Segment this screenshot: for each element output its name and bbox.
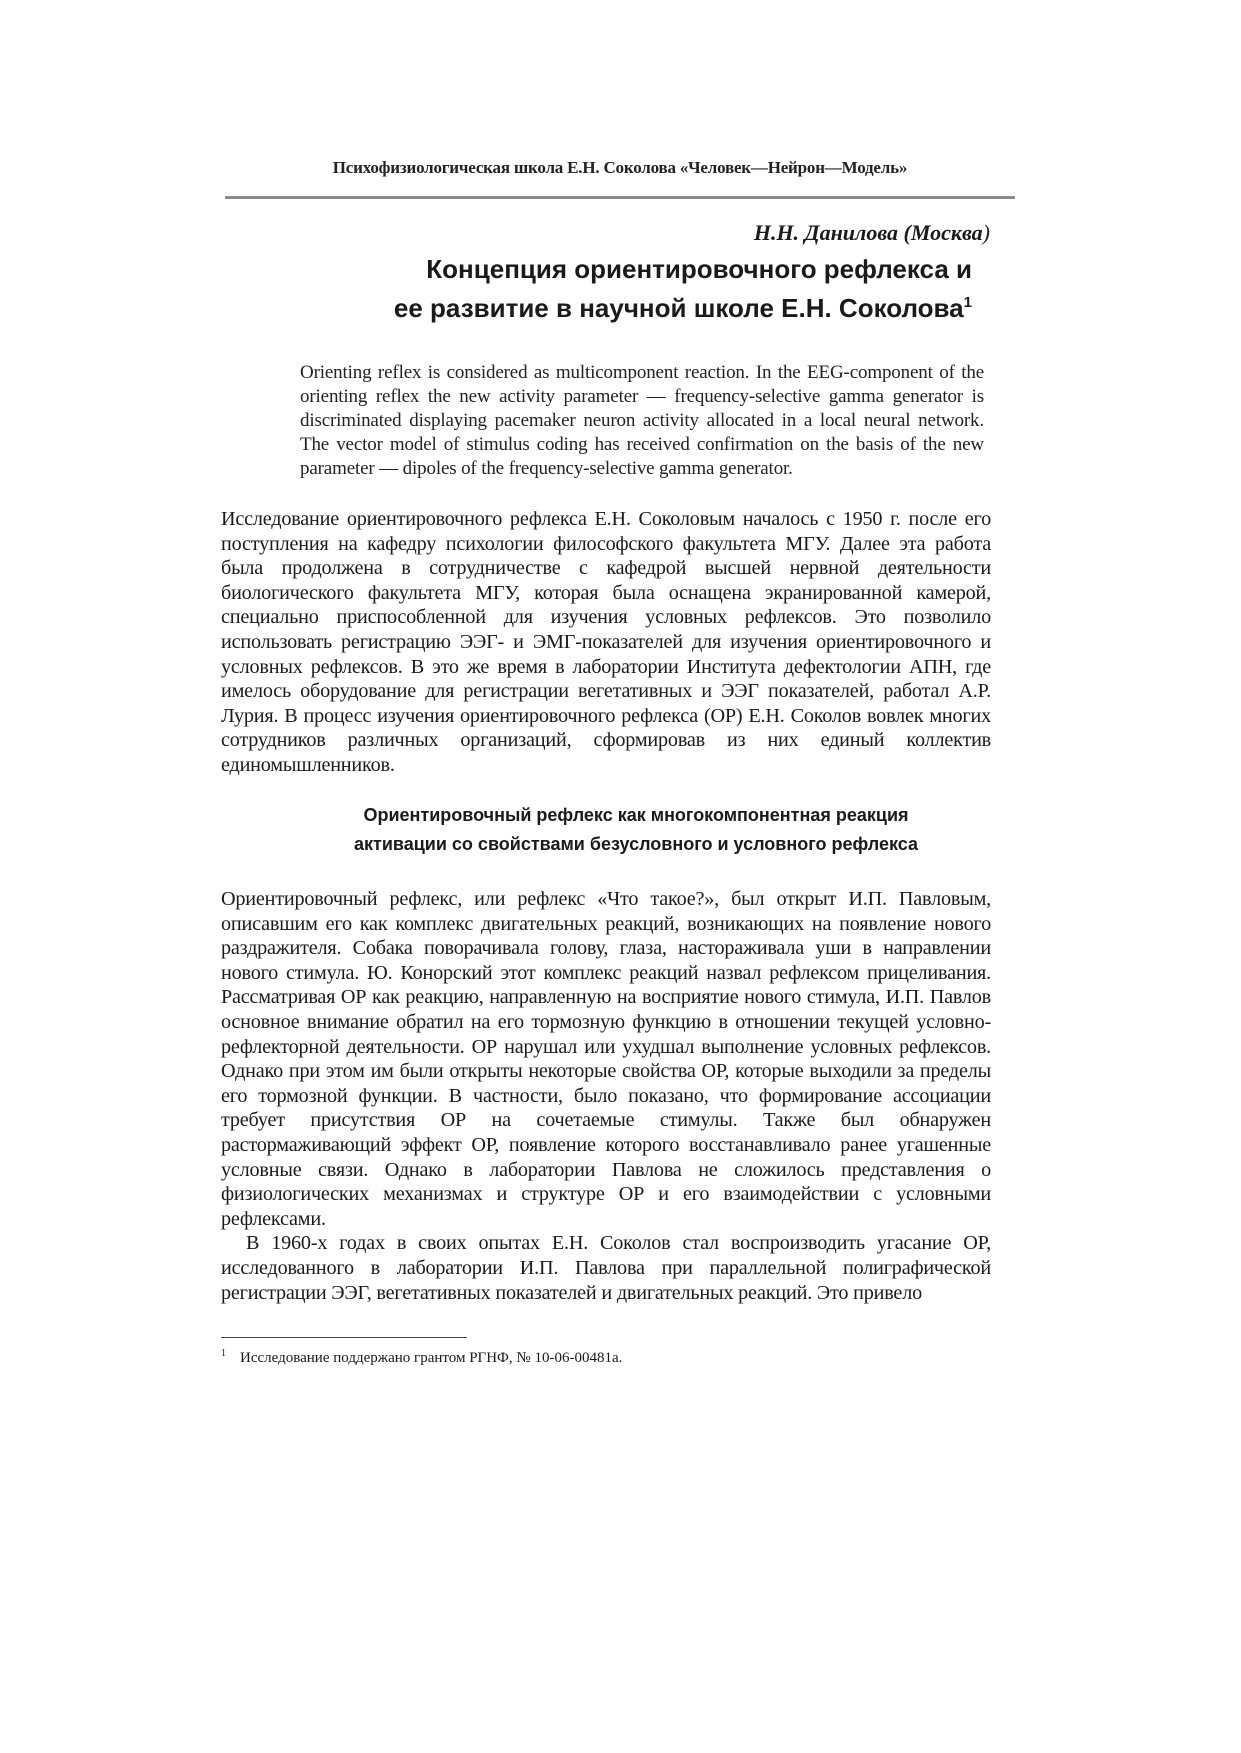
title-line-1: Концепция ориентировочного рефлекса и — [426, 254, 972, 284]
running-header: Психофизиологическая школа Е.Н. Соколова «Человек—Нейрон—Модель» — [332, 158, 908, 177]
section-heading — [300, 801, 972, 859]
title-line-2 — [300, 289, 972, 328]
header-rule — [225, 196, 1015, 199]
abstract: Orienting reflex is considered as multicomponent reaction. In the EEG-component of the orienting reflex the new activity parameter — frequency-selective gamma generator is discriminated displaying pacemaker neuron activity allocated in a local neural network. The vector model of stimulus coding has received confirmation on the basis of the new parameter — dipoles of the frequency-selective gamma generator. — [300, 362, 984, 479]
author-name: Н.Н. Данилова (Москва — [753, 220, 983, 245]
paragraph-1: Исследование ориентировочного рефлекса Е.Н. Соколовым началось с 1950 г. после его поступления на кафедру психологии философского факультета МГУ. Далее эта работа была продолжена в сотрудничестве с кафедрой высшей нервной деятельности биологического факультета МГУ, которая была оснащена экранированной камерой, специально приспособленной для изучения условных рефлексов. Это позволило использовать регистрацию ЭЭГ- и ЭМГ-показателей для изучения ориентировочного и условных рефлексов. В это же время в лаборатории Института дефектологии АПН, где имелось оборудование для регистрации вегетативных и ЭЭГ показателей, работал А.Р. Лурия. В процесс изучения ориентировочного рефлекса (ОР) Е.Н. Соколов вовлек многих сотрудников различных организаций, сформировав из них единый коллектив единомышленников. — [221, 508, 991, 776]
footnote — [221, 1344, 991, 1368]
section-heading-line-2: активации со свойствами безусловного и условного рефлекса — [353, 834, 919, 854]
footnote-mark: 1 — [221, 1348, 226, 1359]
body-section-main — [221, 887, 991, 1305]
footnote-rule — [221, 1337, 467, 1338]
title-line-2-text: ее развитие в научной школе Е.Н. Соколова — [393, 293, 964, 323]
title-footnote-mark[interactable]: 1 — [963, 294, 972, 311]
paragraph-3: В 1960-х годах в своих опытах Е.Н. Соколов стал воспроизводить угасание ОР, исследованного в лаборатории И.П. Павлова при параллельной полиграфической регистрации ЭЭГ, вегетативных показателей и двигательных реакций. Это привело — [221, 1232, 991, 1304]
footnote-text: Исследование поддержано грантом РГНФ, № 10-06-00481а. — [240, 1350, 623, 1366]
article-author — [560, 220, 990, 246]
body-section-intro — [221, 507, 991, 778]
article-title — [300, 250, 972, 328]
author-paren: ) — [982, 220, 990, 245]
paragraph-2: Ориентировочный рефлекс, или рефлекс «Что такое?», был открыт И.П. Павловым, описавшим его как комплекс двигательных реакций, возникающих на появление нового раздражителя. Собака поворачивала голову, глаза, настораживала уши в направлении нового стимула. Ю. Конорский этот комплекс реакций назвал рефлексом прицеливания. Рассматривая ОР как реакцию, направленную на восприятие нового стимула, И.П. Павлов основное внимание обратил на его тормозную функцию в отношении текущей условно-рефлекторной деятельности. ОР нарушал или ухудшал выполнение условных рефлексов. Однако при этом им были открыты некоторые свойства ОР, которые выходили за пределы его тормозной функции. В частности, было показано, что формирование ассоциации требует присутствия ОР на сочетаемые стимулы. Также был обнаружен растормаживающий эффект ОР, появление которого восстанавливало ранее угашенные условные связи. Однако в лаборатории Павлова не сложилось представления о физиологических механизмах и структуре ОР и его взаимодействии с условными рефлексами. — [221, 888, 991, 1230]
section-heading-line-1: Ориентировочный рефлекс как многокомпонентная реакция — [363, 805, 909, 825]
